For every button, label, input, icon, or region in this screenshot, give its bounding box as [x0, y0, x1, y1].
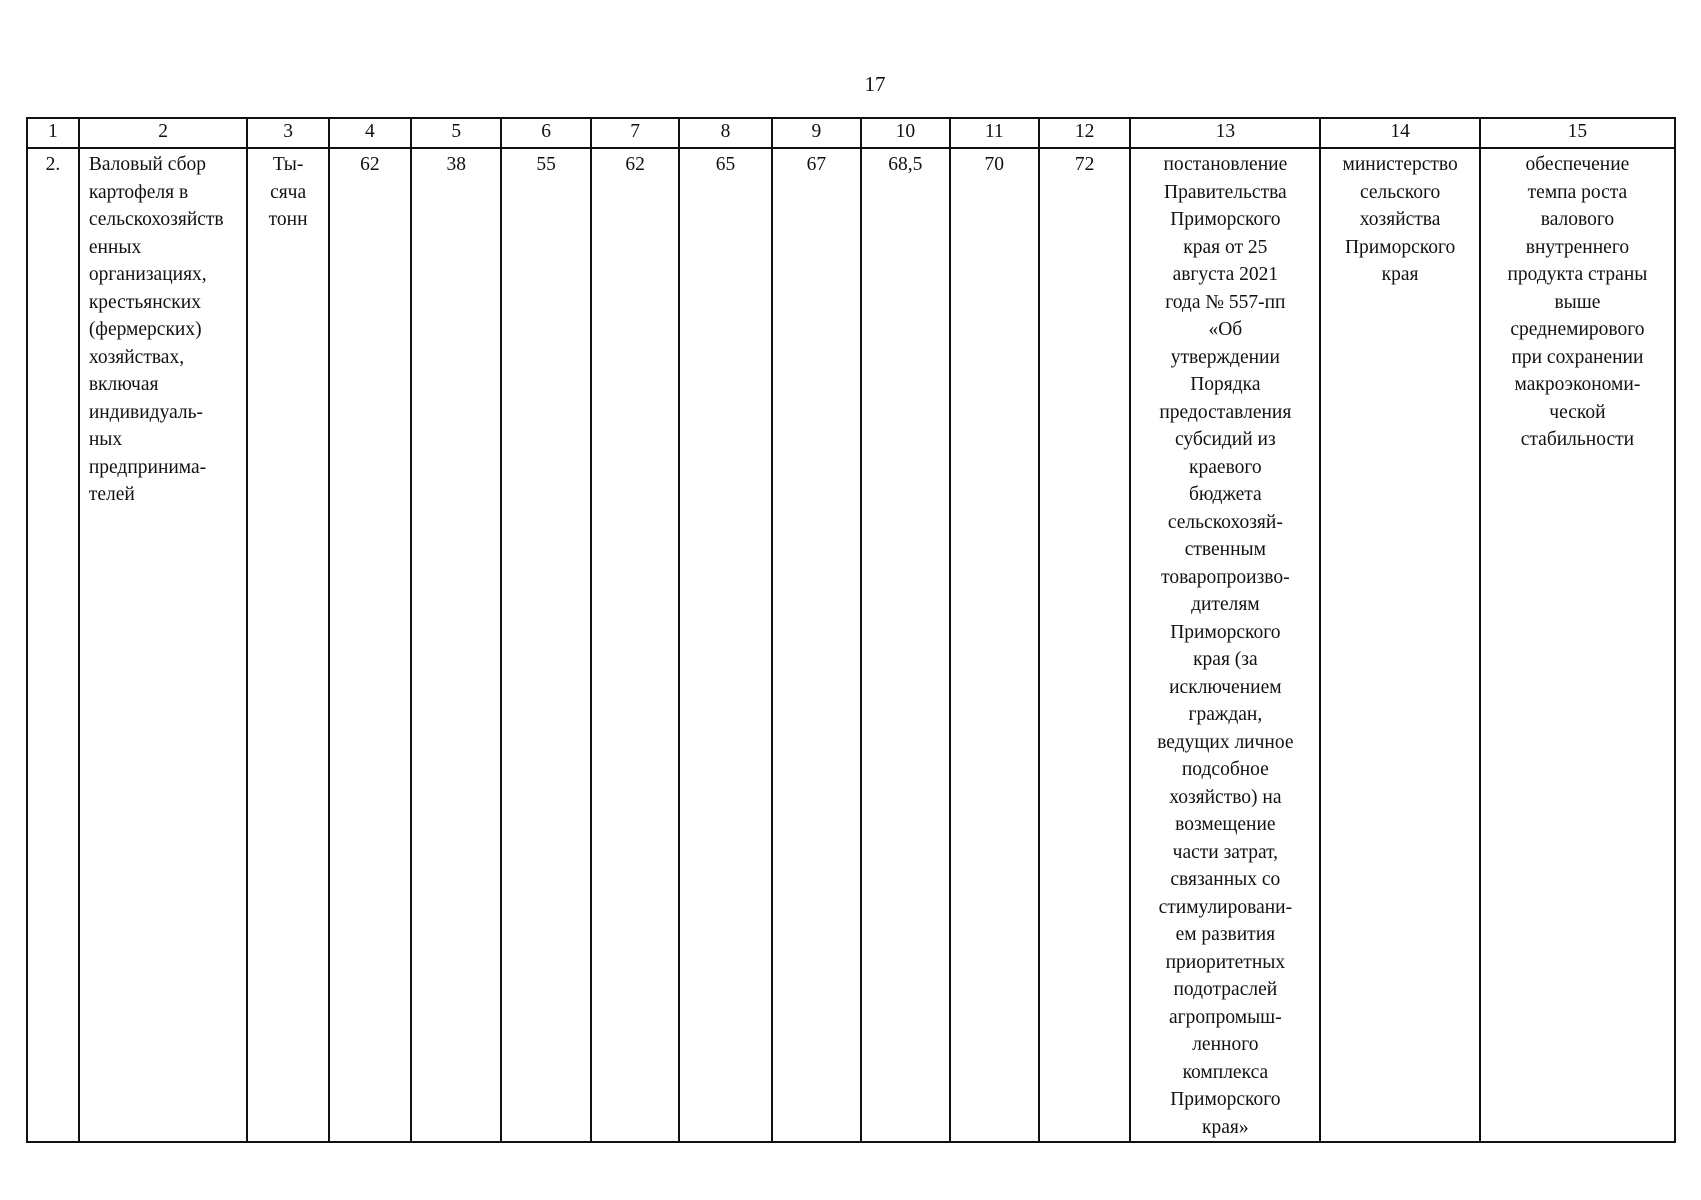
column-header-9: 9: [772, 118, 861, 148]
column-header-8: 8: [679, 118, 771, 148]
column-header-1: 1: [27, 118, 79, 148]
column-header-12: 12: [1039, 118, 1130, 148]
column-header-3: 3: [247, 118, 328, 148]
column-header-6: 6: [501, 118, 590, 148]
value-cell: 55: [501, 148, 590, 1142]
indicator-name: Валовый сбор картофеля в сельскохозяйств енных организациях, крестьянских (фермерских) хозяйствах, включая индивидуаль- ных предпринима- телей: [79, 148, 248, 1142]
column-header-10: 10: [861, 118, 949, 148]
value-cell: 67: [772, 148, 861, 1142]
responsible-body: министерство сельского хозяйства Приморского края: [1320, 148, 1480, 1142]
value-cell: 38: [411, 148, 501, 1142]
value-cell: 62: [591, 148, 679, 1142]
value-cell: 62: [329, 148, 411, 1142]
goal-description: обеспечение темпа роста валового внутреннего продукта страны выше среднемирового при сохранении макроэкономи- ческой стабильности: [1480, 148, 1675, 1142]
regulatory-document: постановление Правительства Приморского края от 25 августа 2021 года № 557-пп «Об утверждении Порядка предоставления субсидий из краевого бюджета сельскохозяй- ственным товаропроизво- дителям Приморского края (за исключением граждан, ведущих личное подсобное хозяйство) на возмещение части затрат, связанных со стимулировани- ем развития приоритетных подотраслей агропромыш- ленного комплекса Приморского края»: [1130, 148, 1320, 1142]
header-row: [27, 118, 1675, 148]
column-header-4: 4: [329, 118, 411, 148]
column-header-15: 15: [1480, 118, 1675, 148]
table-row: [27, 148, 1675, 1142]
unit-of-measure: Ты- сяча тонн: [247, 148, 328, 1142]
row-number: 2.: [27, 148, 79, 1142]
value-cell: 70: [950, 148, 1039, 1142]
page-number: 17: [864, 72, 886, 96]
column-header-11: 11: [950, 118, 1039, 148]
value-cell: 72: [1039, 148, 1130, 1142]
indicator-table: [26, 117, 1676, 1143]
column-header-2: 2: [79, 118, 248, 148]
column-header-13: 13: [1130, 118, 1320, 148]
value-cell: 65: [679, 148, 771, 1142]
column-header-5: 5: [411, 118, 501, 148]
value-cell: 68,5: [861, 148, 949, 1142]
column-header-14: 14: [1320, 118, 1480, 148]
column-header-7: 7: [591, 118, 679, 148]
